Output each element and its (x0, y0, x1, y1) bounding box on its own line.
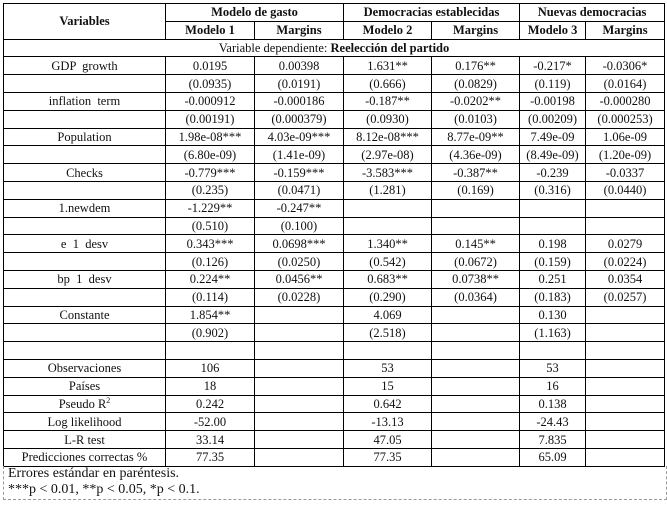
coefficient-cell: 0.0738** (432, 270, 520, 288)
stat-value: -24.43 (520, 413, 586, 431)
std-error-cell: (0.0829) (432, 75, 520, 93)
table-row-coef (4, 306, 665, 324)
std-error-cell (432, 217, 520, 235)
std-error-cell: (0.902) (166, 324, 255, 342)
coefficient-cell: 0.0698*** (255, 235, 344, 253)
std-error-cell: (1.281) (344, 181, 432, 199)
stat-value (586, 395, 665, 413)
coefficient-cell: 0.0354 (586, 270, 665, 288)
std-error-cell (520, 217, 586, 235)
stat-value (255, 395, 344, 413)
std-error-cell: (2.97e-08) (344, 146, 432, 164)
std-error-cell: (1.20e-09) (586, 146, 665, 164)
col-header-margins-1: Margins (255, 21, 344, 39)
empty-label-cell (4, 181, 166, 199)
stats-row (4, 395, 665, 413)
stat-label-superscript: 2 (106, 395, 111, 405)
coefficient-cell: 4.069 (344, 306, 432, 324)
stat-value: 7.835 (520, 431, 586, 449)
footnote-box (3, 466, 667, 500)
std-error-cell: (4.36e-09) (432, 146, 520, 164)
stats-row (4, 413, 665, 431)
std-error-cell: (0.00191) (166, 110, 255, 128)
std-error-cell: (1.163) (520, 324, 586, 342)
stats-row (4, 359, 665, 377)
coefficient-cell: -0.00198 (520, 92, 586, 110)
std-error-cell: (0.666) (344, 75, 432, 93)
group-header-nuevas: Nuevas democracias (520, 4, 665, 22)
coefficient-cell: -3.583*** (344, 164, 432, 182)
variable-name: e 1 desv (4, 235, 166, 253)
std-error-cell: (0.0164) (586, 75, 665, 93)
stat-label (4, 413, 166, 431)
coefficient-cell (586, 199, 665, 217)
std-error-cell: (0.000253) (586, 110, 665, 128)
std-error-cell: (0.0471) (255, 181, 344, 199)
coefficient-cell: -0.000186 (255, 92, 344, 110)
coefficient-cell: -1.229** (166, 199, 255, 217)
std-error-cell: (0.0935) (166, 75, 255, 93)
stat-value: 53 (520, 359, 586, 377)
coefficient-cell: 0.176** (432, 57, 520, 75)
empty-label-cell (4, 110, 166, 128)
stats-row (4, 377, 665, 395)
std-error-cell (344, 217, 432, 235)
coefficient-cell: 1.340** (344, 235, 432, 253)
variable-name: bp 1 desv (4, 270, 166, 288)
col-header-margins-3: Margins (586, 21, 665, 39)
table-row-coef (4, 128, 665, 146)
coefficient-cell: 0.251 (520, 270, 586, 288)
empty-cell (432, 342, 520, 360)
std-error-cell: (0.00209) (520, 110, 586, 128)
coefficient-cell (344, 199, 432, 217)
empty-cell (586, 342, 665, 360)
stat-value (432, 359, 520, 377)
stat-value (255, 359, 344, 377)
coefficient-cell: -0.0202** (432, 92, 520, 110)
stat-label-text: L-R test (64, 432, 105, 447)
std-error-cell: (1.41e-09) (255, 146, 344, 164)
regression-table (3, 3, 665, 467)
coefficient-cell: 0.0456** (255, 270, 344, 288)
std-error-cell: (0.0440) (586, 181, 665, 199)
stat-label (4, 395, 166, 413)
stat-value: 106 (166, 359, 255, 377)
std-error-cell: (0.0930) (344, 110, 432, 128)
std-error-cell: (0.0224) (586, 253, 665, 271)
table-row-coef (4, 92, 665, 110)
coefficient-cell: 0.0279 (586, 235, 665, 253)
std-error-cell: (0.0191) (255, 75, 344, 93)
coefficient-cell: 7.49e-09 (520, 128, 586, 146)
table-row-se (4, 217, 665, 235)
coefficient-cell (432, 306, 520, 324)
coefficient-cell: -0.187** (344, 92, 432, 110)
std-error-cell (255, 324, 344, 342)
stat-value: 15 (344, 377, 432, 395)
coefficient-cell: 0.683** (344, 270, 432, 288)
table-row-se (4, 324, 665, 342)
table-row-se (4, 110, 665, 128)
table-row-coef (4, 57, 665, 75)
std-error-cell: (6.80e-09) (166, 146, 255, 164)
coefficient-cell: -0.000912 (166, 92, 255, 110)
col-header-modelo-3: Modelo 3 (520, 21, 586, 39)
coefficient-cell: -0.159*** (255, 164, 344, 182)
table-row-coef (4, 164, 665, 182)
stat-value: 77.35 (166, 448, 255, 466)
table-body (4, 39, 665, 466)
coefficient-cell: 0.00398 (255, 57, 344, 75)
header-row-groups (4, 4, 665, 22)
std-error-cell: (0.0257) (586, 288, 665, 306)
stat-value: 47.05 (344, 431, 432, 449)
table-row-se (4, 181, 665, 199)
table-row-se (4, 146, 665, 164)
stat-label (4, 359, 166, 377)
std-error-cell: (0.114) (166, 288, 255, 306)
variable-name: inflation term (4, 92, 166, 110)
stat-value (586, 448, 665, 466)
stat-value (255, 377, 344, 395)
std-error-cell: (0.316) (520, 181, 586, 199)
stat-label-text: Pseudo R (58, 396, 107, 411)
stat-label-text: Observaciones (47, 361, 122, 376)
std-error-cell (432, 324, 520, 342)
coefficient-cell: 8.12e-08*** (344, 128, 432, 146)
stat-value: 33.14 (166, 431, 255, 449)
std-error-cell: (0.119) (520, 75, 586, 93)
footnote-standard-errors: Errores estándar en paréntesis. (8, 466, 180, 481)
stat-value: 0.138 (520, 395, 586, 413)
std-error-cell: (0.183) (520, 288, 586, 306)
coefficient-cell: -0.0337 (586, 164, 665, 182)
stat-label (4, 377, 166, 395)
variable-name: GDP growth (4, 57, 166, 75)
std-error-cell: (0.0250) (255, 253, 344, 271)
coefficient-cell: -0.387** (432, 164, 520, 182)
empty-label-cell (4, 253, 166, 271)
stat-value: 16 (520, 377, 586, 395)
table-row-coef (4, 199, 665, 217)
empty-cell (166, 342, 255, 360)
coefficient-cell: 0.145** (432, 235, 520, 253)
coefficient-cell: 0.0195 (166, 57, 255, 75)
stat-value: 77.35 (344, 448, 432, 466)
empty-label-cell (4, 324, 166, 342)
std-error-cell (586, 324, 665, 342)
stat-value (255, 448, 344, 466)
coefficient-cell: 0.130 (520, 306, 586, 324)
empty-cell (344, 342, 432, 360)
coefficient-cell: -0.779*** (166, 164, 255, 182)
stat-value (432, 448, 520, 466)
coefficient-cell: -0.0306* (586, 57, 665, 75)
coefficient-cell: 0.198 (520, 235, 586, 253)
empty-label-cell (4, 288, 166, 306)
coefficient-cell (586, 306, 665, 324)
col-header-margins-2: Margins (432, 21, 520, 39)
std-error-cell: (0.0672) (432, 253, 520, 271)
coefficient-cell: 0.343*** (166, 235, 255, 253)
stat-value: -13.13 (344, 413, 432, 431)
coefficient-cell (255, 306, 344, 324)
variable-name: Constante (4, 306, 166, 324)
stat-value: -52.00 (166, 413, 255, 431)
dependent-variable-cell (4, 39, 665, 57)
coefficient-cell: -0.217* (520, 57, 586, 75)
std-error-cell: (0.126) (166, 253, 255, 271)
coefficient-cell (432, 199, 520, 217)
table-row-coef (4, 270, 665, 288)
variable-name: 1.newdem (4, 199, 166, 217)
std-error-cell: (2.518) (344, 324, 432, 342)
coefficient-cell: 1.06e-09 (586, 128, 665, 146)
footnote-significance: ***p < 0.01, **p < 0.05, *p < 0.1. (8, 482, 200, 497)
table-row-coef (4, 235, 665, 253)
table-row-se (4, 75, 665, 93)
stat-label (4, 431, 166, 449)
coefficient-cell: -0.247** (255, 199, 344, 217)
empty-label-cell (4, 217, 166, 235)
stat-value: 65.09 (520, 448, 586, 466)
stat-label-text: Predicciones correctas % (21, 450, 148, 465)
empty-label-cell (4, 146, 166, 164)
std-error-cell (586, 217, 665, 235)
stat-value (432, 431, 520, 449)
group-header-gasto: Modelo de gasto (166, 4, 344, 22)
stat-label-text: Países (68, 379, 101, 394)
stat-value (255, 413, 344, 431)
regression-table-container (3, 3, 664, 467)
stat-label (4, 448, 166, 466)
std-error-cell: (0.542) (344, 253, 432, 271)
coefficient-cell (520, 199, 586, 217)
std-error-cell: (0.100) (255, 217, 344, 235)
stat-value: 0.242 (166, 395, 255, 413)
dependent-prefix: Variable dependiente: (218, 40, 331, 55)
stat-value: 18 (166, 377, 255, 395)
stat-value: 53 (344, 359, 432, 377)
std-error-cell: (0.0228) (255, 288, 344, 306)
empty-cell (520, 342, 586, 360)
stat-value (432, 377, 520, 395)
empty-label-cell (4, 75, 166, 93)
table-row-se (4, 253, 665, 271)
stat-value: 0.642 (344, 395, 432, 413)
std-error-cell: (0.235) (166, 181, 255, 199)
std-error-cell: (0.510) (166, 217, 255, 235)
stat-value (432, 413, 520, 431)
variable-name: Checks (4, 164, 166, 182)
stat-value (432, 395, 520, 413)
coefficient-cell: 8.77e-09** (432, 128, 520, 146)
std-error-cell: (0.0364) (432, 288, 520, 306)
std-error-cell: (0.169) (432, 181, 520, 199)
std-error-cell: (0.000379) (255, 110, 344, 128)
std-error-cell: (8.49e-09) (520, 146, 586, 164)
std-error-cell: (0.159) (520, 253, 586, 271)
coefficient-cell: 0.224** (166, 270, 255, 288)
empty-cell (255, 342, 344, 360)
spacer-row (4, 342, 665, 360)
std-error-cell: (0.290) (344, 288, 432, 306)
variable-name: Population (4, 128, 166, 146)
stat-label-text: Log likelihood (47, 414, 122, 429)
stat-value (255, 431, 344, 449)
stat-value (586, 431, 665, 449)
stats-row (4, 431, 665, 449)
dependent-variable-name: Reelección del partido (330, 40, 450, 55)
coefficient-cell: 1.631** (344, 57, 432, 75)
stat-value (586, 359, 665, 377)
group-header-establecidas: Democracias establecidas (344, 4, 520, 22)
std-error-cell: (0.0103) (432, 110, 520, 128)
table-row-se (4, 288, 665, 306)
variables-header: Variables (4, 4, 166, 40)
col-header-modelo-1: Modelo 1 (166, 21, 255, 39)
stat-value (586, 413, 665, 431)
coefficient-cell: 4.03e-09*** (255, 128, 344, 146)
coefficient-cell: -0.239 (520, 164, 586, 182)
empty-cell (4, 342, 166, 360)
dependent-variable-row (4, 39, 665, 57)
col-header-modelo-2: Modelo 2 (344, 21, 432, 39)
stat-value (586, 377, 665, 395)
coefficient-cell: 1.854** (166, 306, 255, 324)
coefficient-cell: 1.98e-08*** (166, 128, 255, 146)
stats-row (4, 448, 665, 466)
coefficient-cell: -0.000280 (586, 92, 665, 110)
